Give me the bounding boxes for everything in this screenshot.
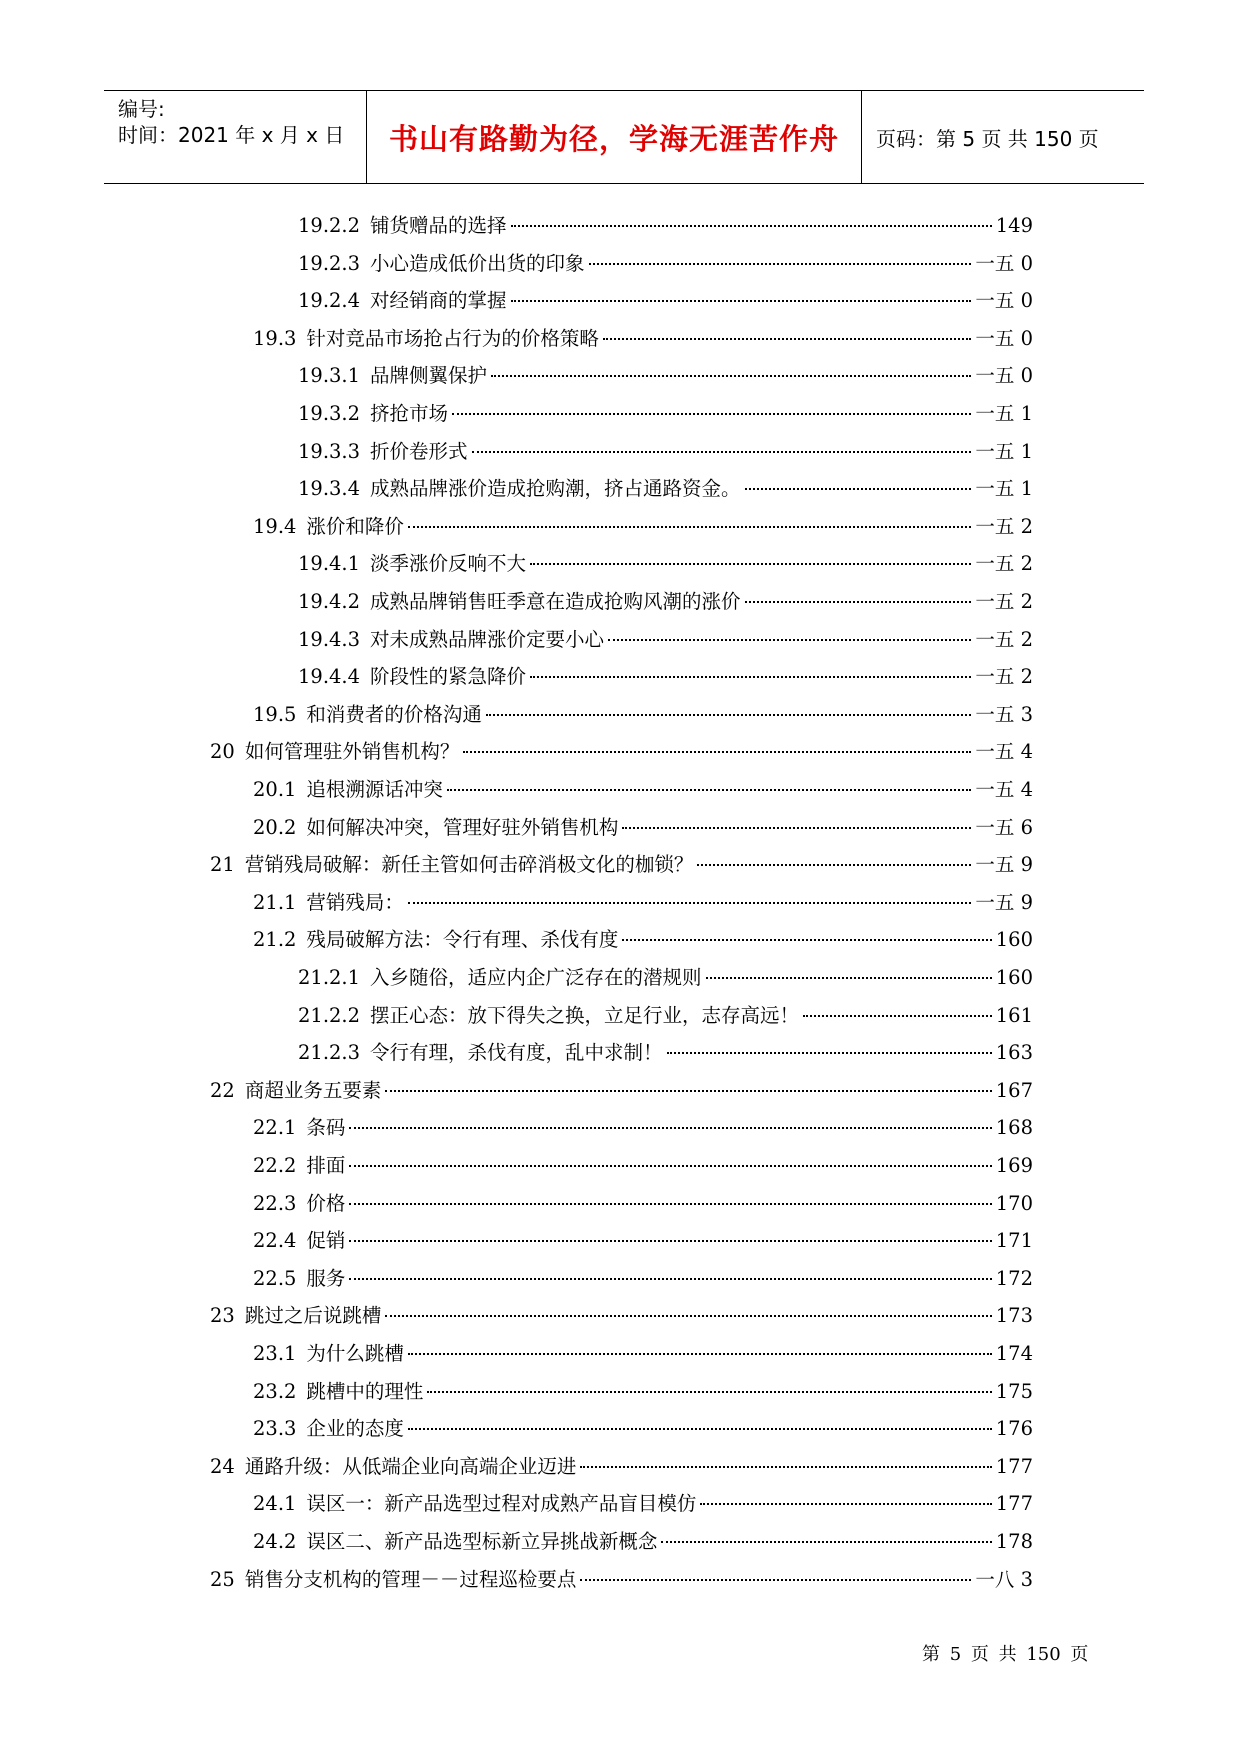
toc-entry-title: 令行有理，杀伐有度，乱中求制！ — [370, 1041, 663, 1065]
toc-entry-page: 一五 2 — [975, 627, 1033, 651]
toc-entry-number: 19.2.3 — [298, 251, 361, 275]
toc-entry-number: 19.4.4 — [298, 665, 361, 689]
toc-entry-page: 177 — [995, 1492, 1033, 1516]
toc-entry-page: 一五 2 — [975, 514, 1033, 538]
toc-dot-leader — [580, 1579, 971, 1581]
toc-entry-title: 铺货赠品的选择 — [370, 214, 507, 237]
toc-entry-number: 25 — [210, 1567, 235, 1591]
toc-dot-leader — [349, 1165, 991, 1167]
toc-entry-page: 一五 4 — [975, 740, 1033, 764]
toc-entry-title: 阶段性的紧急降价 — [370, 665, 527, 689]
toc-entry-page: 168 — [995, 1116, 1033, 1140]
toc-entry[interactable] — [253, 887, 1033, 917]
toc-dot-leader — [349, 1278, 991, 1280]
toc-entry[interactable] — [210, 1075, 1033, 1105]
toc-dot-leader — [622, 827, 971, 829]
toc-dot-leader — [706, 977, 992, 979]
toc-dot-leader — [803, 1015, 992, 1017]
toc-entry-page: 一五 1 — [975, 402, 1033, 425]
toc-entry-number: 19.2.2 — [298, 214, 361, 237]
toc-entry[interactable] — [298, 436, 1033, 466]
toc-entry-title: 如何解决冲突，管理好驻外销售机构 — [306, 815, 619, 839]
toc-entry-title: 排面 — [306, 1154, 346, 1177]
toc-dot-leader — [427, 1391, 991, 1393]
toc-entry-number: 24.2 — [253, 1530, 297, 1553]
toc-entry[interactable] — [210, 1564, 1033, 1594]
toc-entry-number: 21 — [210, 853, 235, 877]
toc-entry[interactable] — [210, 1300, 1033, 1330]
toc-entry[interactable] — [298, 1000, 1033, 1030]
toc-entry-title: 误区二、新产品选型标新立异挑战新概念 — [306, 1530, 658, 1553]
toc-entry-page: 177 — [995, 1454, 1033, 1478]
toc-entry-number: 19.3.1 — [298, 364, 361, 388]
toc-entry-title: 跳槽中的理性 — [306, 1379, 424, 1403]
toc-dot-leader — [661, 1541, 991, 1543]
toc-entry-number: 19.3.3 — [298, 439, 361, 463]
toc-entry[interactable] — [298, 624, 1033, 654]
document-number-label: 编号: — [118, 97, 165, 121]
toc-entry-number: 20.1 — [253, 778, 297, 801]
toc-entry-number: 19.5 — [253, 702, 297, 726]
toc-entry[interactable] — [253, 1150, 1033, 1180]
toc-dot-leader — [408, 1428, 992, 1430]
toc-entry-page: 一五 0 — [975, 289, 1033, 313]
toc-entry-title: 入乡随俗，适应内企广泛存在的潜规则 — [370, 966, 702, 989]
toc-dot-leader — [589, 263, 972, 265]
toc-entry-title: 追根溯源话冲突 — [306, 778, 443, 801]
toc-entry-number: 19.2.4 — [298, 289, 361, 313]
toc-entry-number: 19.3 — [253, 326, 297, 350]
toc-entry[interactable] — [253, 699, 1033, 729]
toc-entry-page: 149 — [995, 214, 1033, 237]
toc-entry[interactable] — [298, 473, 1033, 503]
toc-dot-leader — [408, 1353, 992, 1355]
toc-entry-number: 21.2.2 — [298, 1003, 361, 1027]
toc-entry-number: 21.1 — [253, 890, 297, 914]
toc-dot-leader — [408, 526, 971, 528]
toc-entry[interactable] — [253, 323, 1033, 353]
toc-entry-title: 对未成熟品牌涨价定要小心 — [370, 627, 605, 651]
toc-entry-page: 一八 3 — [975, 1567, 1033, 1591]
toc-entry-page: 一五 2 — [975, 590, 1033, 613]
toc-entry-page: 一五 9 — [975, 890, 1033, 914]
toc-entry-page: 178 — [995, 1530, 1033, 1553]
toc-entry-title: 针对竞品市场抢占行为的价格策略 — [306, 326, 599, 350]
toc-entry-title: 成熟品牌销售旺季意在造成抢购风潮的涨价 — [370, 590, 741, 613]
toc-dot-leader — [745, 601, 972, 603]
toc-entry-number: 23.1 — [253, 1342, 297, 1365]
toc-dot-leader — [745, 488, 972, 490]
toc-entry-title: 成熟品牌涨价造成抢购潮，挤占通路资金。 — [370, 477, 741, 501]
toc-entry-number: 21.2 — [253, 928, 297, 952]
toc-entry-number: 22.3 — [253, 1191, 297, 1215]
toc-entry-title: 淡季涨价反响不大 — [370, 552, 527, 576]
toc-entry-title: 折价卷形式 — [370, 439, 468, 463]
toc-entry-number: 24.1 — [253, 1492, 297, 1516]
toc-entry-page: 176 — [995, 1417, 1033, 1441]
toc-dot-leader — [463, 751, 971, 753]
toc-entry-page: 一五 3 — [975, 702, 1033, 726]
toc-entry-title: 销售分支机构的管理－－过程巡检要点 — [244, 1567, 577, 1591]
toc-entry-page: 160 — [995, 928, 1033, 952]
toc-entry-title: 商超业务五要素 — [244, 1078, 382, 1102]
toc-entry-title: 如何管理驻外销售机构？ — [244, 740, 460, 764]
header-motto: 书山有路勤为径，学海无涯苦作舟 — [388, 121, 839, 156]
toc-entry-title: 误区一：新产品选型过程对成熟产品盲目模仿 — [306, 1492, 697, 1516]
header-motto-cell — [366, 91, 862, 183]
toc-entry[interactable] — [298, 962, 1033, 992]
toc-dot-leader — [385, 1315, 991, 1317]
toc-entry[interactable] — [298, 661, 1033, 691]
header-left-cell — [104, 91, 366, 183]
toc-entry-title: 小心造成低价出货的印象 — [370, 251, 585, 275]
toc-entry-title: 条码 — [306, 1116, 346, 1140]
toc-entry-number: 22.5 — [253, 1266, 297, 1290]
toc-dot-leader — [349, 1203, 991, 1205]
toc-dot-leader — [603, 338, 971, 340]
toc-entry-page: 163 — [995, 1041, 1033, 1065]
toc-dot-leader — [447, 789, 971, 791]
toc-entry[interactable] — [210, 1451, 1033, 1481]
toc-entry[interactable] — [210, 849, 1033, 879]
toc-dot-leader — [622, 939, 991, 941]
toc-entry-title: 跳过之后说跳槽 — [244, 1304, 382, 1328]
toc-dot-leader — [511, 225, 992, 227]
toc-dot-leader — [667, 1052, 992, 1054]
toc-entry-page: 一五 4 — [975, 778, 1033, 801]
toc-entry-number: 22.4 — [253, 1229, 297, 1253]
toc-dot-leader — [700, 1503, 991, 1505]
toc-entry-number: 19.4.2 — [298, 590, 361, 613]
toc-entry-number: 23 — [210, 1304, 235, 1328]
page-header — [104, 90, 1144, 184]
toc-entry-number: 21.2.3 — [298, 1041, 361, 1065]
toc-entry-title: 对经销商的掌握 — [370, 289, 507, 313]
toc-entry-page: 169 — [995, 1154, 1033, 1177]
toc-entry[interactable] — [253, 774, 1033, 804]
toc-entry-title: 摆正心态：放下得失之换，立足行业，志存高远！ — [370, 1003, 800, 1027]
toc-entry[interactable] — [298, 248, 1033, 278]
toc-entry-number: 21.2.1 — [298, 966, 361, 989]
header-page-info: 页码：第 5 页 共 150 页 — [876, 126, 1099, 151]
toc-entry-number: 19.3.2 — [298, 402, 361, 425]
toc-entry-number: 22 — [210, 1078, 235, 1102]
toc-entry[interactable] — [298, 360, 1033, 390]
toc-entry-page: 174 — [995, 1342, 1033, 1365]
toc-entry-page: 175 — [995, 1379, 1033, 1403]
toc-entry-page: 一五 1 — [975, 477, 1033, 501]
toc-entry[interactable] — [253, 1188, 1033, 1218]
toc-dot-leader — [511, 300, 972, 302]
toc-entry[interactable] — [253, 1413, 1033, 1443]
toc-dot-leader — [349, 1240, 991, 1242]
header-page-cell — [862, 91, 1144, 183]
toc-entry-title: 企业的态度 — [306, 1417, 404, 1441]
toc-entry[interactable] — [253, 812, 1033, 842]
toc-entry[interactable] — [253, 1225, 1033, 1255]
toc-entry[interactable] — [253, 1338, 1033, 1368]
toc-entry-page: 一五 0 — [975, 251, 1033, 275]
document-time: 时间：2021 年 x 月 x 日 — [118, 123, 345, 147]
toc-entry-title: 残局破解方法：令行有理、杀伐有度 — [306, 928, 619, 952]
toc-entry-page: 一五 9 — [975, 853, 1033, 877]
toc-dot-leader — [408, 902, 971, 904]
toc-entry-title: 为什么跳槽 — [306, 1342, 404, 1365]
toc-entry[interactable] — [253, 1526, 1033, 1556]
toc-entry-number: 19.4.1 — [298, 552, 361, 576]
toc-entry-title: 促销 — [306, 1229, 346, 1253]
toc-dot-leader — [608, 639, 971, 641]
toc-entry[interactable] — [253, 1376, 1033, 1406]
toc-entry-number: 19.4.3 — [298, 627, 361, 651]
toc-entry-page: 一五 0 — [975, 364, 1033, 388]
toc-entry-number: 22.1 — [253, 1116, 297, 1140]
toc-entry[interactable] — [298, 586, 1033, 616]
toc-entry-title: 涨价和降价 — [306, 514, 404, 538]
toc-entry[interactable] — [253, 1112, 1033, 1142]
toc-entry-page: 167 — [995, 1078, 1033, 1102]
toc-entry-title: 价格 — [306, 1191, 346, 1215]
toc-entry-page: 160 — [995, 966, 1033, 989]
toc-dot-leader — [491, 375, 971, 377]
toc-dot-leader — [580, 1466, 991, 1468]
toc-dot-leader — [530, 676, 971, 678]
toc-entry-number: 24 — [210, 1454, 235, 1478]
toc-entry-number: 19.3.4 — [298, 477, 361, 501]
toc-entry-title: 服务 — [306, 1266, 346, 1290]
toc-entry[interactable] — [298, 285, 1033, 315]
toc-entry-page: 一五 2 — [975, 552, 1033, 576]
toc-entry[interactable] — [298, 1037, 1033, 1067]
toc-entry-page: 172 — [995, 1266, 1033, 1290]
toc-dot-leader — [385, 1090, 991, 1092]
toc-entry[interactable] — [298, 210, 1033, 240]
toc-entry[interactable] — [253, 1263, 1033, 1293]
toc-entry[interactable] — [253, 1488, 1033, 1518]
toc-dot-leader — [472, 451, 972, 453]
toc-entry-title: 品牌侧翼保护 — [370, 364, 488, 388]
toc-entry-number: 20 — [210, 740, 235, 764]
toc-entry-page: 一五 2 — [975, 665, 1033, 689]
toc-entry[interactable] — [253, 511, 1033, 541]
toc-entry-number: 19.4 — [253, 514, 297, 538]
page-footer: 第 5 页 共 150 页 — [922, 1644, 1089, 1665]
toc-entry-page: 170 — [995, 1191, 1033, 1215]
toc-dot-leader — [697, 864, 971, 866]
toc-entry-page: 一五 1 — [975, 439, 1033, 463]
toc-entry-page: 一五 0 — [975, 326, 1033, 350]
toc-entry-title: 通路升级：从低端企业向高端企业迈进 — [244, 1454, 577, 1478]
toc-dot-leader — [349, 1127, 991, 1129]
toc-dot-leader — [486, 714, 971, 716]
toc-dot-leader — [530, 563, 971, 565]
toc-entry-page: 161 — [995, 1003, 1033, 1027]
toc-entry-number: 20.2 — [253, 815, 297, 839]
toc-entry-title: 营销残局： — [306, 890, 404, 914]
toc-entry-page: 一五 6 — [975, 815, 1033, 839]
toc-entry-page: 173 — [995, 1304, 1033, 1328]
toc-entry-number: 22.2 — [253, 1154, 297, 1177]
toc-entry-title: 挤抢市场 — [370, 402, 449, 425]
toc-entry[interactable] — [210, 736, 1033, 766]
toc-dot-leader — [452, 413, 971, 415]
toc-entry[interactable] — [298, 398, 1033, 428]
toc-entry-title: 和消费者的价格沟通 — [306, 702, 482, 726]
toc-entry-page: 171 — [995, 1229, 1033, 1253]
toc-entry[interactable] — [298, 548, 1033, 578]
toc-entry-title: 营销残局破解：新任主管如何击碎消极文化的枷锁？ — [244, 853, 694, 877]
toc-entry[interactable] — [253, 924, 1033, 954]
toc-entry-number: 23.2 — [253, 1379, 297, 1403]
toc-entry-number: 23.3 — [253, 1417, 297, 1441]
